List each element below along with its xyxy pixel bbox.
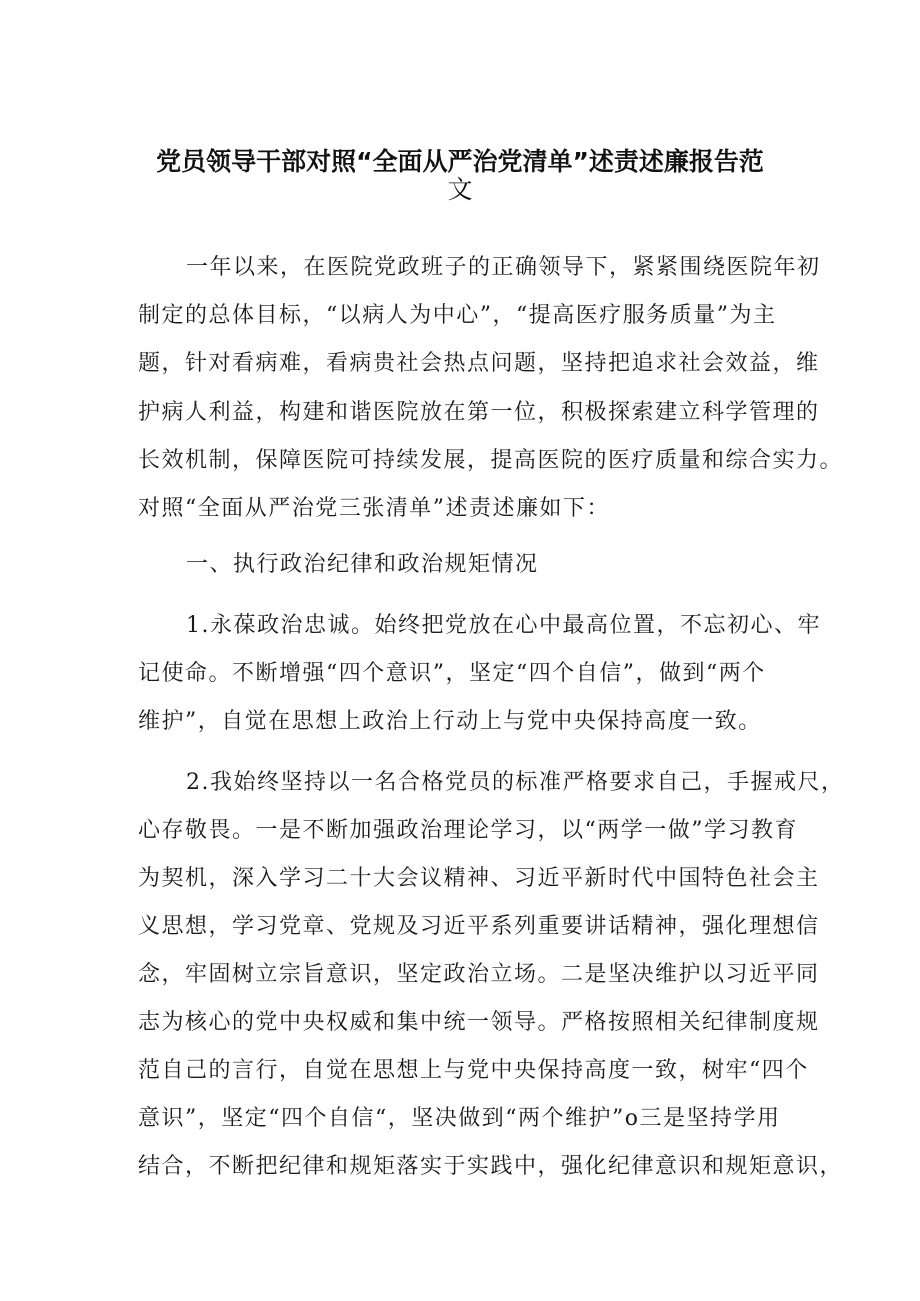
paragraph-line: 为契机，深入学习二十大会议精神、习近平新时代中国特色社会主 bbox=[138, 866, 820, 891]
paragraph-line: 结合，不断把纪律和规矩落实于实践中，强化纪律意识和规矩意识， bbox=[138, 1154, 844, 1179]
paragraph-line: 义思想，学习党章、党规及习近平系列重要讲话精神，强化理想信 bbox=[138, 914, 820, 939]
paragraph-line: 对照“全面从严治党三张清单”述责述廉如下： bbox=[138, 496, 610, 521]
document-title-continuation: 文 bbox=[447, 175, 473, 204]
document-title: 党员领导干部对照“全面从严治党清单”述责述廉报告范 bbox=[156, 147, 764, 176]
paragraph-line: 制定的总体目标，“以病人为中心”，“提高医疗服务质量”为主 bbox=[138, 303, 777, 328]
paragraph-line: 2.我始终坚持以一名合格党员的标准严格要求自己，手握戒尺， bbox=[186, 770, 845, 795]
paragraph-line: 长效机制，保障医院可持续发展，提高医院的医疗质量和综合实力。 bbox=[138, 448, 844, 473]
paragraph-line: 范自己的言行，自觉在思想上与党中央保持高度一致，树牢“四个 bbox=[138, 1058, 809, 1083]
paragraph-line: 意识”，坚定“四个自信“，坚决做到“两个维护”o三是坚持学用 bbox=[138, 1106, 781, 1131]
section-heading: 一、执行政治纪律和政治规矩情况 bbox=[186, 552, 539, 577]
paragraph-line: 维护”，自觉在思想上政治上行动上与党中央保持高度一致。 bbox=[138, 709, 762, 734]
paragraph-line: 1.永葆政治忠诚。始终把党放在心中最高位置，不忘初心、牢 bbox=[186, 613, 821, 638]
paragraph-line: 念，牢固树立宗旨意识，坚定政治立场。二是坚决维护以习近平同 bbox=[138, 962, 820, 987]
paragraph-line: 记使命。不断增强“四个意识”，坚定“四个自信”，做到“两个 bbox=[138, 661, 766, 686]
paragraph-line: 题，针对看病难，看病贵社会热点问题，坚持把追求社会效益，维 bbox=[138, 351, 820, 376]
paragraph-line: 一年以来，在医院党政班子的正确领导下，紧紧围绕医院年初 bbox=[186, 255, 821, 280]
paragraph-line: 心存敬畏。一是不断加强政治理论学习，以“两学一做”学习教育 bbox=[138, 818, 798, 843]
paragraph-line: 护病人利益，构建和谐医院放在第一位，积极探索建立科学管理的 bbox=[138, 400, 820, 425]
paragraph-line: 志为核心的党中央权威和集中统一领导。严格按照相关纪律制度规 bbox=[138, 1010, 820, 1035]
